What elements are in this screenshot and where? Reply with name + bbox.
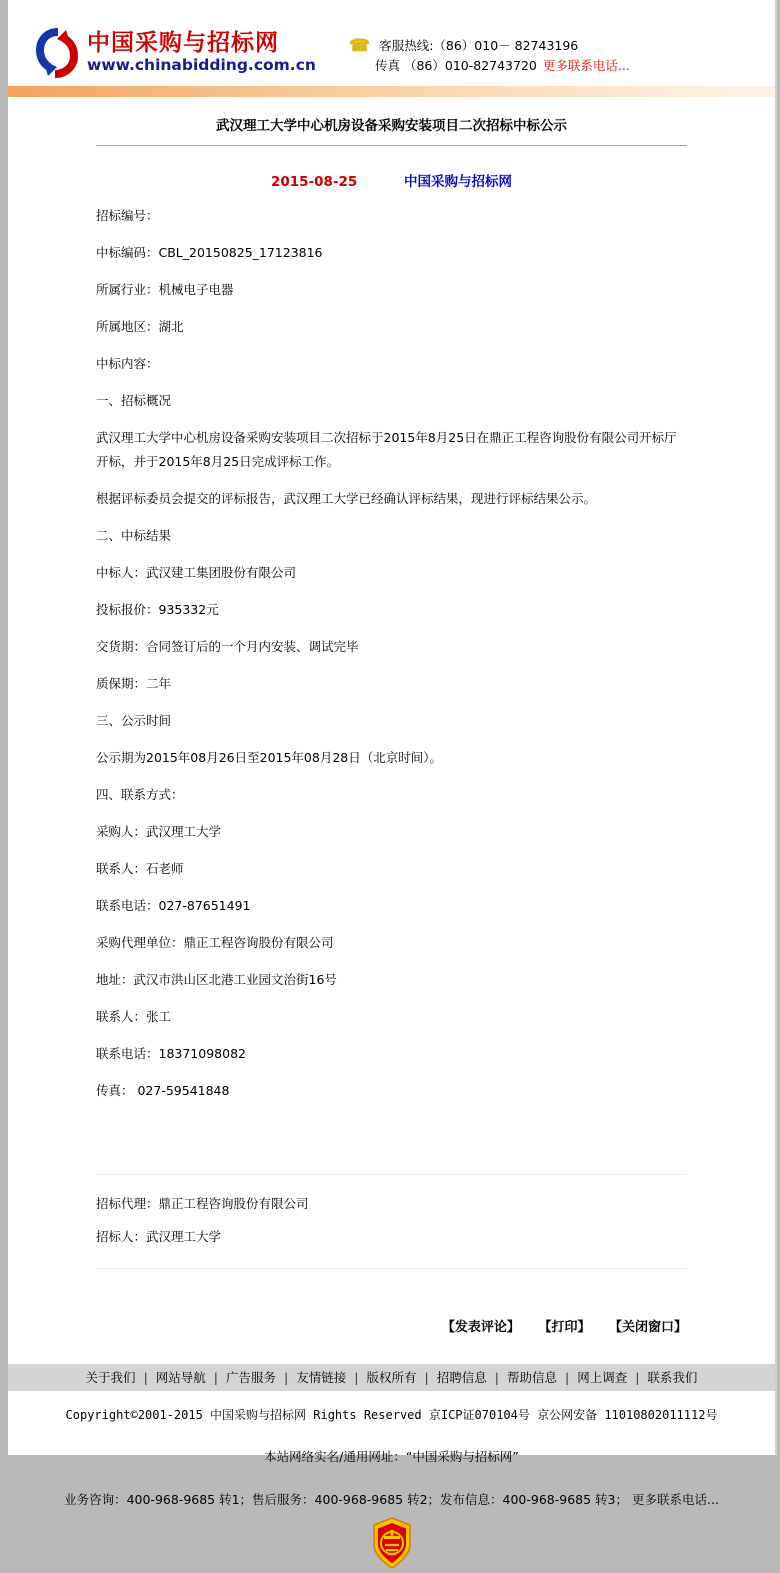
article-actions <box>96 1316 687 1335</box>
title-divider <box>96 145 687 146</box>
footer-link-help[interactable]: 帮助信息 <box>506 1370 557 1385</box>
footer-link-sitemap[interactable]: 网站导航 <box>155 1370 206 1385</box>
copyright-line: Copyright©2001-2015 中国采购与招标网 Rights Reserved 京ICP证070104号 京公网安备 11010802011112号 <box>65 1408 718 1422</box>
article-paragraph: 招标编号： <box>96 208 159 223</box>
article-paragraph: 采购人：武汉理工大学 <box>96 824 222 839</box>
footer-nav <box>8 1364 775 1391</box>
bid-agent-line: 招标代理：鼎正工程咨询股份有限公司 <box>96 1196 309 1211</box>
spacer <box>96 1116 687 1174</box>
article-paragraph: 联系电话：027-87651491 <box>96 898 251 913</box>
close-window-button[interactable]: 【关闭窗口】 <box>608 1320 687 1335</box>
service-phone-line: 业务咨询：400-968-9685 转1；售后服务：400-968-9685 转2；发布信息：400-968-9685 转3； 更多联系电话... <box>64 1492 719 1507</box>
site-url: www.chinabidding.com.cn <box>87 56 316 75</box>
telephone-icon: ☎ <box>349 36 371 56</box>
hotline-text: 客服热线:（86）010－ 82743196 <box>379 38 579 53</box>
article-paragraph: 联系电话：18371098082 <box>96 1046 246 1061</box>
business-license-shield-icon[interactable] <box>371 1517 413 1569</box>
article-body <box>96 204 687 1335</box>
nav-separator: | <box>354 1370 359 1385</box>
fax-text: 传真 （86）010-82743720 <box>375 58 537 73</box>
nav-separator: | <box>284 1370 289 1385</box>
article-paragraph: 武汉理工大学中心机房设备采购安装项目二次招标于2015年8月25日在鼎正工程咨询股份有限公司开标厅开标，并于2015年8月25日完成评标工作。 <box>96 430 677 469</box>
article-section-heading: 一、招标概况 <box>96 393 172 408</box>
nav-separator: | <box>424 1370 429 1385</box>
post-comment-button[interactable]: 【发表评论】 <box>441 1320 520 1335</box>
article-paragraph: 地址：武汉市洪山区北港工业园文治街16号 <box>96 972 337 987</box>
article-paragraph: 中标编码：CBL_20150825_17123816 <box>96 245 323 260</box>
article-paragraph: 根据评标委员会提交的评标报告，武汉理工大学已经确认评标结果，现进行评标结果公示。 <box>96 491 597 506</box>
article-paragraph: 联系人：石老师 <box>96 861 184 876</box>
header-contact-block <box>349 27 630 76</box>
logo-text <box>87 31 316 75</box>
article-source-link[interactable]: 中国采购与招标网 <box>404 174 513 190</box>
article-paragraph: 交货期：合同签订后的一个月内安装、调试完毕 <box>96 639 359 654</box>
fax-row <box>349 56 630 76</box>
article-paragraph: 所属行业：机械电子电器 <box>96 282 234 297</box>
article-meta-line <box>8 170 775 190</box>
site-realname-line: 本站网络实名/通用网址：“中国采购与招标网” <box>264 1449 519 1464</box>
nav-separator: | <box>494 1370 499 1385</box>
footer-link-friend-links[interactable]: 友情链接 <box>296 1370 347 1385</box>
nav-separator: | <box>213 1370 219 1385</box>
article-section-heading: 四、联系方式： <box>96 787 184 802</box>
cycle-arrows-logo-icon <box>35 27 79 79</box>
article-paragraph: 投标报价：935332元 <box>96 602 219 617</box>
site-name: 中国采购与招标网 <box>87 30 279 57</box>
article-paragraph: 中标内容： <box>96 356 159 371</box>
site-logo[interactable] <box>35 27 325 79</box>
footer-link-survey[interactable]: 网上调查 <box>577 1370 628 1385</box>
article-paragraph: 中标人：武汉建工集团股份有限公司 <box>96 565 297 580</box>
article-paragraph: 所属地区：湖北 <box>96 319 184 334</box>
closing-divider-bottom <box>96 1268 687 1269</box>
footer-link-contact[interactable]: 联系我们 <box>647 1370 698 1385</box>
article-section-heading: 二、中标结果 <box>96 528 172 543</box>
nav-separator: | <box>143 1370 148 1385</box>
footer-link-copyright[interactable]: 版权所有 <box>366 1370 417 1385</box>
print-button[interactable]: 【打印】 <box>538 1320 591 1335</box>
nav-separator: | <box>564 1370 570 1385</box>
hotline-row <box>349 36 630 56</box>
closing-block <box>96 1175 687 1268</box>
footer-link-advertising[interactable]: 广告服务 <box>226 1370 277 1385</box>
page <box>8 0 777 1507</box>
article-paragraph: 质保期：二年 <box>96 676 172 691</box>
article-title: 武汉理工大学中心机房设备采购安装项目二次招标中标公示 <box>216 118 567 134</box>
article-paragraph: 传真： 027-59541848 <box>96 1083 230 1098</box>
badge-container <box>8 1517 775 1573</box>
article-paragraph: 联系人：张工 <box>96 1009 172 1024</box>
site-header <box>8 0 775 79</box>
article-paragraph: 公示期为2015年08月26日至2015年08月28日（北京时间）。 <box>96 750 442 765</box>
article-date: 2015-08-25 <box>270 174 358 190</box>
more-contacts-link[interactable]: 更多联系电话... <box>542 58 630 73</box>
article-section-heading: 三、公示时间 <box>96 713 172 728</box>
footer-link-jobs[interactable]: 招聘信息 <box>436 1370 487 1385</box>
tenderee-line: 招标人：武汉理工大学 <box>96 1229 222 1244</box>
nav-separator: | <box>635 1370 640 1385</box>
footer-link-about[interactable]: 关于我们 <box>85 1370 136 1385</box>
header-accent-bar <box>8 86 775 97</box>
article-paragraph: 采购代理单位：鼎正工程咨询股份有限公司 <box>96 935 334 950</box>
